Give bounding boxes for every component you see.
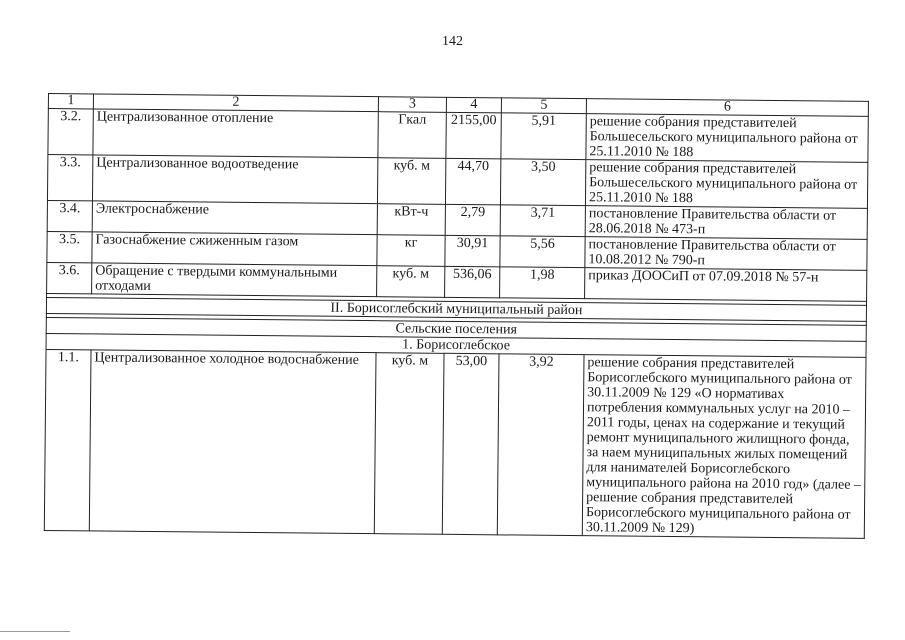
row-number: 3.6. <box>47 262 92 293</box>
table-row <box>47 155 867 209</box>
legal-basis: решение собрания представителей Борисоглебского муниципального района от 30.11.2009 № 129 «О нормативах потребления коммунальных услуг на 2010 – 2011 годы, ценах на содержание и текущий ремонт муниципального жилищного фонда, за наем муниципальных жилых помещений для нанимателей Борисоглебского муниципального района на 2010 год» (далее – решение собрания представителей Борисоглебского муниципального района от 30.11.2009 № 129) <box>582 355 866 539</box>
row-number: 1.1. <box>44 349 91 530</box>
row-number: 3.3. <box>47 155 92 201</box>
price-value: 5,56 <box>500 236 585 268</box>
footer-rule <box>0 631 70 632</box>
header-cell: 4 <box>446 97 501 113</box>
settlements-heading: Сельские поселения <box>46 317 866 341</box>
settlement-heading: 1. Борисоглебское <box>46 333 866 357</box>
legal-basis: постановление Правительства области от 10.08.2012 № 790-п <box>585 237 867 271</box>
norm-value: 2,79 <box>445 204 500 236</box>
table-row <box>48 109 868 163</box>
norm-value: 44,70 <box>445 158 500 205</box>
row-number: 3.2. <box>48 109 93 155</box>
norm-value: 30,91 <box>445 235 500 267</box>
norm-value: 536,06 <box>445 266 500 298</box>
unit: кВт-ч <box>377 204 445 236</box>
service-name: Электроснабжение <box>92 201 377 235</box>
legal-basis: решение собрания представителей Большесельского муниципального района от 25.11.2010 № 188 <box>585 160 867 209</box>
header-cell: 5 <box>501 98 586 114</box>
unit: куб. м <box>377 158 445 205</box>
service-name: Газоснабжение сжиженным газом <box>92 232 377 266</box>
row-number: 3.5. <box>47 231 92 262</box>
legal-basis: приказ ДООСиП от 07.09.2018 № 57-н <box>585 268 867 302</box>
page-number: 142 <box>442 34 463 49</box>
header-cell: 6 <box>586 99 868 117</box>
price-value: 3,92 <box>497 354 584 536</box>
unit: Гкал <box>378 112 446 159</box>
header-cell: 1 <box>48 94 93 109</box>
price-value: 5,91 <box>501 113 586 160</box>
tariff-table <box>44 93 869 539</box>
norm-value: 2155,00 <box>446 112 501 159</box>
row-number: 3.4. <box>47 200 92 231</box>
service-name: Централизованное холодное водоснабжение <box>89 350 376 534</box>
unit: куб. м <box>374 353 444 535</box>
header-cell: 3 <box>378 97 446 113</box>
price-value: 3,71 <box>500 205 585 237</box>
unit: кг <box>377 235 445 267</box>
price-value: 3,50 <box>500 159 585 206</box>
table-row <box>44 349 866 538</box>
district-heading: II. Борисоглебский муниципальный район <box>46 297 866 321</box>
service-name: Централизованное водоотведение <box>92 155 377 204</box>
legal-basis: постановление Правительства области от 28.06.2018 № 473-п <box>585 206 867 240</box>
legal-basis: решение собрания представителей Большесельского муниципального района от 25.11.2010 № 188 <box>586 114 868 163</box>
header-cell: 2 <box>93 94 378 112</box>
price-value: 1,98 <box>500 267 585 299</box>
service-name: Обращение с твердыми коммунальными отходами <box>92 263 377 297</box>
unit: куб. м <box>377 266 445 298</box>
norm-value: 53,00 <box>442 353 499 535</box>
service-name: Централизованное отопление <box>93 109 378 158</box>
tariff-table-sheet <box>44 93 868 539</box>
